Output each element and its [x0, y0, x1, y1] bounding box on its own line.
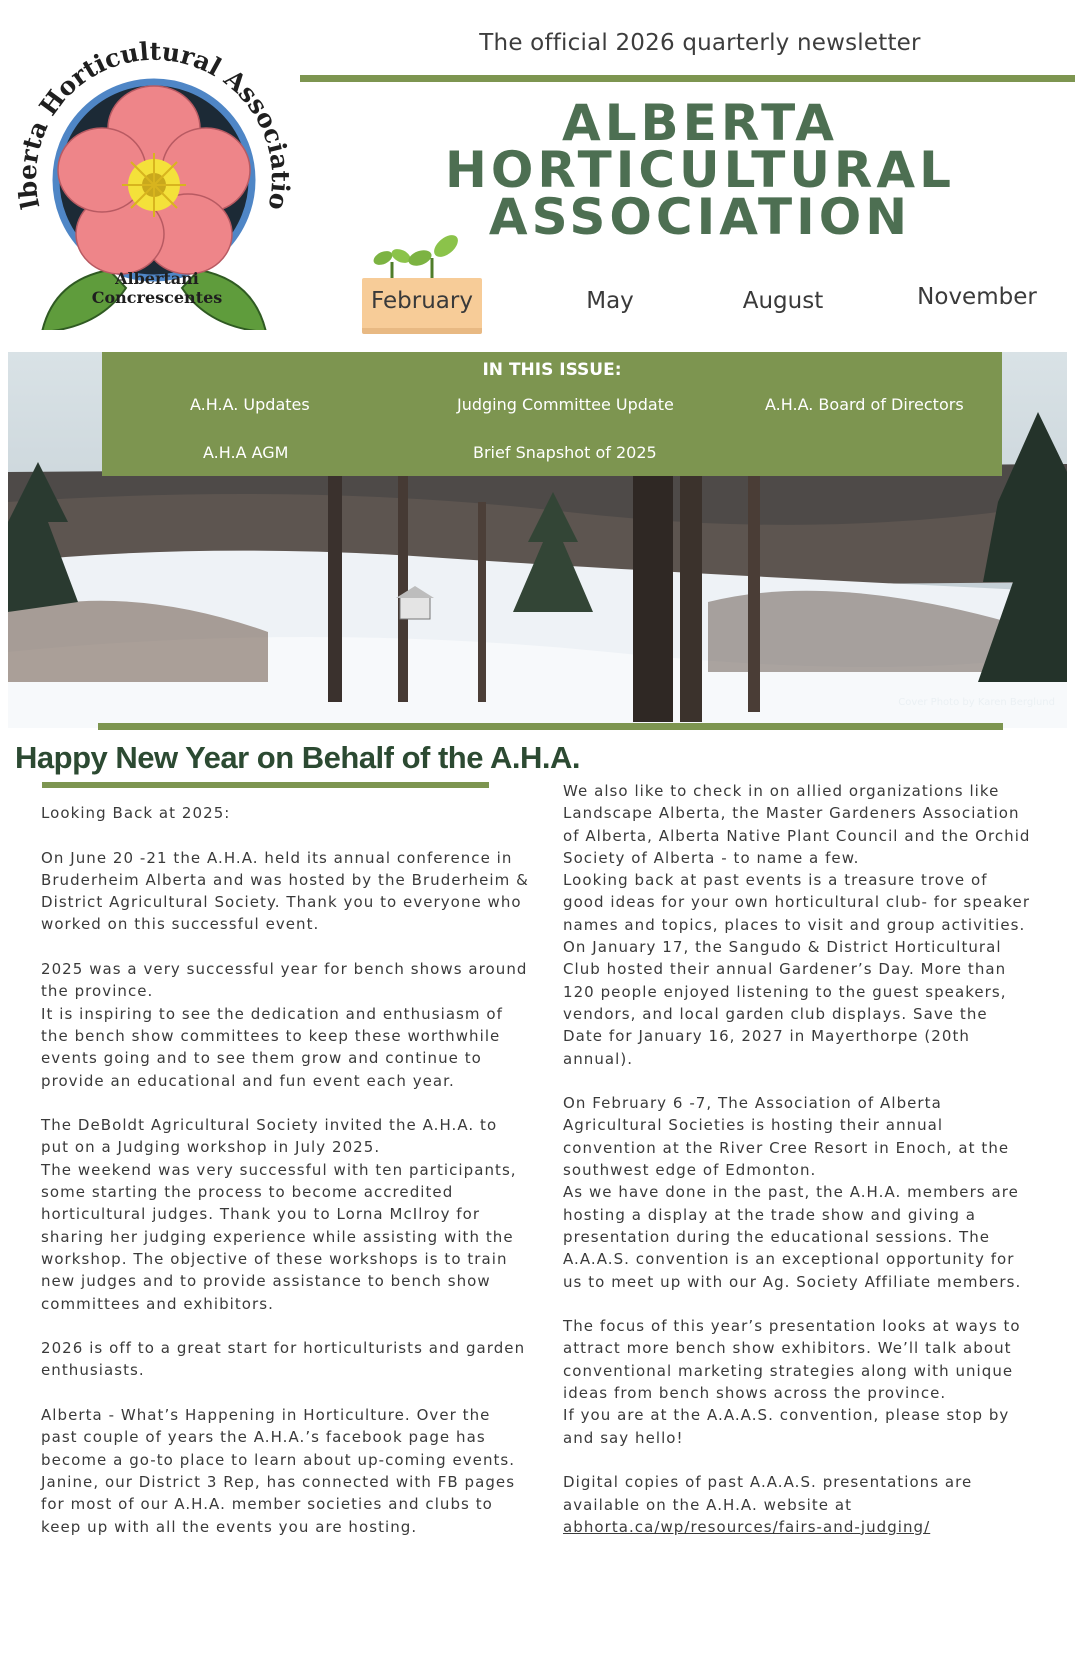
title-line-2: HORTICULTURAL [445, 141, 955, 199]
title-line-1: ALBERTA [562, 94, 838, 152]
right-para-7: If you are at the A.A.A.S. convention, please stop by and say hello! [563, 1406, 1010, 1447]
right-para-2: Looking back at past events is a treasure trove of good ideas for your own horticultural club- for speaker names and topics, places to visit and group activities. [563, 871, 1031, 934]
title-line-3: ASSOCIATION [488, 188, 912, 246]
left-para-5: The DeBoldt Agricultural Society invited the A.H.A. to put on a Judging workshop in July 2025. [41, 1116, 498, 1157]
right-para-8: Digital copies of past A.A.A.S. presentations are available on the A.H.A. website at [563, 1473, 973, 1514]
right-para-5: As we have done in the past, the A.H.A. members are hosting a display at the trade show and giving a presentation during the educational sessions. The A.A.A.S. convention is an exceptional opportunity for us to meet up with our Ag. Society Affiliate members. [563, 1183, 1022, 1291]
article-headline: Happy New Year on Behalf of the A.H.A. [15, 740, 580, 775]
month-august-tab[interactable]: August [742, 288, 824, 314]
month-february-tab[interactable]: February [362, 278, 482, 334]
photo-divider [98, 723, 1003, 730]
left-para-2: On June 20 -21 the A.H.A. held its annual conference in Bruderheim Alberta and was hosted by the Bruderheim & District Agricultural Society. Thank you to everyone who worked on this successful event. [41, 848, 529, 934]
left-para-6: The weekend was very successful with ten participants, some starting the process to become accredited horticultural judges. Thank you to Lorna McIlroy for sharing her judging experience while assisting with the workshop. The objective of these workshops is to train new judges and to provide assistance to bench show committees and exhibitors. [41, 1160, 517, 1313]
in-this-issue-heading: IN THIS ISSUE: [482, 360, 622, 380]
issue-item-aha-agm[interactable]: A.H.A AGM [203, 443, 289, 462]
logo-motto-line1: Albertani [115, 269, 199, 288]
left-spacer [41, 1092, 531, 1114]
association-logo [14, 40, 294, 334]
newsletter-tagline: The official 2026 quarterly newsletter [479, 30, 921, 56]
left-para-7: 2026 is off to a great start for horticulturists and garden enthusiasts. [41, 1339, 526, 1380]
left-para-8: Alberta - What’s Happening in Horticulture. Over the past couple of years the A.H.A.’s facebook page has become a go-to place to learn about up-coming events. Janine, our District 3 Rep, has connected with FB pages for most of our A.H.A. member societies and clubs to keep up with all the events you are hosting. [41, 1406, 516, 1536]
left-para-3: 2025 was a very successful year for bench shows around the province. [41, 960, 528, 1001]
right-spacer [563, 1070, 1033, 1092]
month-may-tab[interactable]: May [586, 288, 634, 314]
association-title [440, 94, 960, 246]
issue-item-snapshot-2025[interactable]: Brief Snapshot of 2025 [473, 443, 657, 462]
in-this-issue-box [102, 352, 1002, 476]
issue-item-board-of-directors[interactable]: A.H.A. Board of Directors [765, 395, 964, 414]
wild-rose-logo-icon [14, 40, 294, 330]
month-november-tab[interactable]: November [917, 284, 1037, 310]
issue-item-judging-committee[interactable]: Judging Committee Update [457, 395, 674, 414]
right-para-4: On February 6 -7, The Association of Alberta Agricultural Societies is hosting their annual convention at the River Cree Resort in Enoch, at the southwest edge of Edmonton. [563, 1094, 1010, 1180]
right-para-1: We also like to check in on allied organizations like Landscape Alberta, the Master Gardeners Association of Alberta, Alberta Native Plant Council and the Orchid Society of Alberta - to name a few. [563, 782, 1031, 867]
right-para-6: The focus of this year’s presentation looks at ways to attract more bench show exhibitors. We’ll talk about conventional marketing strategies along with unique ideas from bench shows across the province. [563, 1317, 1021, 1403]
right-spacer [563, 1449, 1033, 1471]
right-spacer [563, 1293, 1033, 1315]
resources-link[interactable]: abhorta.ca/wp/resources/fairs-and-judging/ [563, 1517, 931, 1536]
right-para-3: On January 17, the Sangudo & District Horticultural Club hosted their annual Gardener’s Day. More than 120 people enjoyed listening to the guest speakers, vendors, and local garden club displays. Save the Date for January 16, 2027 in Mayerthorpe (20th annual). [563, 938, 1007, 1068]
logo-arc-text: lberta Horticultural Associatio [14, 40, 294, 213]
headline-underline [42, 782, 489, 788]
left-spacer [41, 936, 531, 958]
logo-motto-line2: Concrescentes [91, 288, 223, 307]
issue-item-aha-updates[interactable]: A.H.A. Updates [190, 395, 310, 414]
article-left-column [41, 802, 531, 1538]
left-spacer [41, 1315, 531, 1337]
sprout-icon [370, 232, 480, 282]
header-divider [300, 75, 1075, 82]
photo-credit: Cover Photo by Karen Berglund [898, 697, 1055, 708]
left-spacer [41, 824, 531, 846]
left-para-4: It is inspiring to see the dedication and enthusiasm of the bench show committees to keep these worthwhile events going and to see them grow and continue to provide an educational and fun event each year. [41, 1004, 503, 1090]
left-para-1: Looking Back at 2025: [41, 804, 231, 822]
left-spacer [41, 1382, 531, 1404]
article-right-column [563, 780, 1033, 1538]
